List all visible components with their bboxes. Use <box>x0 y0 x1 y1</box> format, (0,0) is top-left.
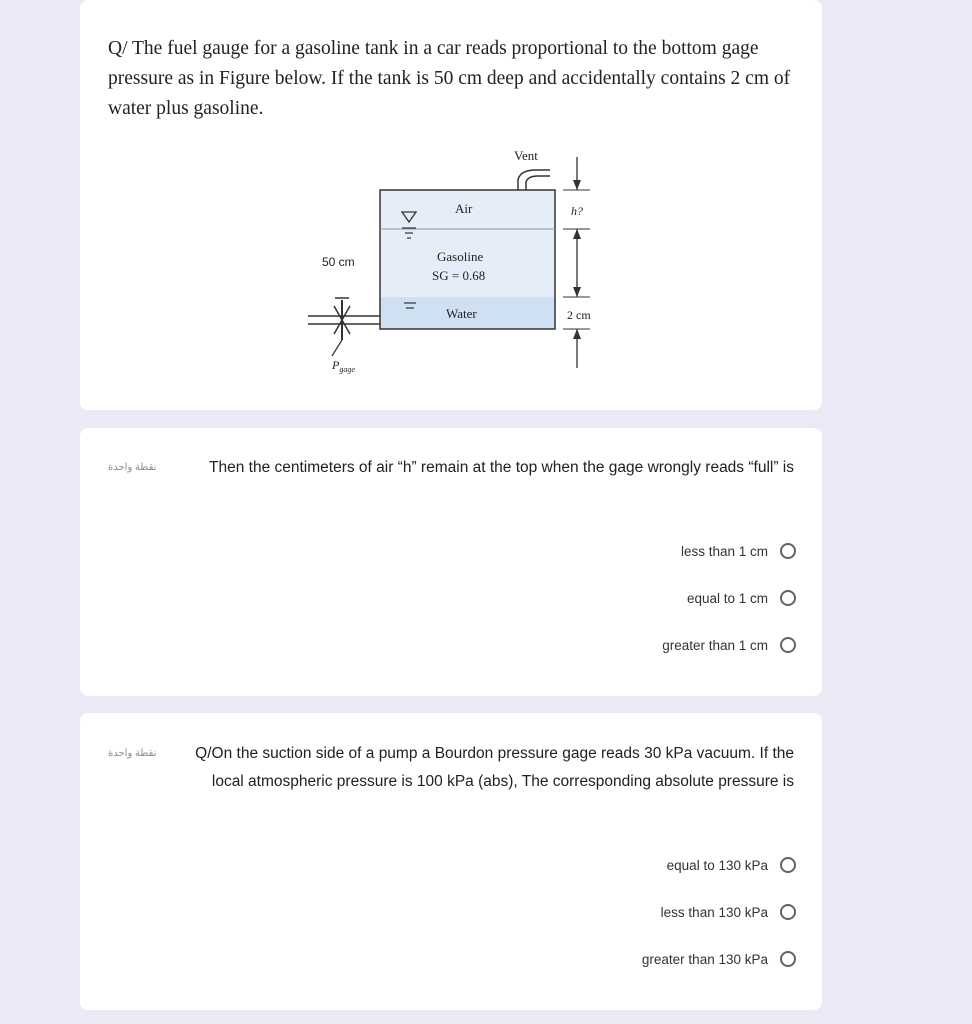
option-equal-to-130kpa[interactable] <box>667 853 796 877</box>
option-label: equal to 130 kPa <box>666 857 768 873</box>
radio-button[interactable] <box>780 951 796 967</box>
water-depth-label: 2 cm <box>567 308 591 322</box>
tank-figure <box>80 0 822 410</box>
h-label: h? <box>571 204 583 218</box>
depth-label: 50 cm <box>322 255 355 269</box>
water-label: Water <box>446 306 477 321</box>
gasoline-label: Gasoline <box>437 249 484 264</box>
vent-pipe <box>518 170 550 190</box>
option-label: greater than 1 cm <box>662 637 768 653</box>
option-label: less than 130 kPa <box>660 904 768 920</box>
points-tag: نقطة واحدة <box>108 462 157 473</box>
option-greater-than-1cm[interactable] <box>662 633 796 657</box>
radio-button[interactable] <box>780 904 796 920</box>
question-text: Q/On the suction side of a pump a Bourdon pressure gage reads 30 kPa vacuum. If the local atmospheric pressure is 100 kPa (abs), The corresponding absolute pressure is <box>195 745 794 790</box>
question-card-1 <box>80 428 822 696</box>
gage-valve-icon <box>334 298 350 340</box>
sg-label: SG = 0.68 <box>432 268 486 283</box>
option-label: less than 1 cm <box>680 543 768 559</box>
problem-card <box>80 0 822 410</box>
option-less-than-1cm[interactable] <box>681 539 796 563</box>
points-tag: نقطة واحدة <box>108 748 157 759</box>
option-label: equal to 1 cm <box>686 590 768 606</box>
problem-statement: Q/ The fuel gauge for a gasoline tank in a car reads proportional to the bottom gage pressure as in Figure below. If the tank is 50 cm deep and accidentally contains 2 cm of water plus gasoline. <box>108 38 791 119</box>
air-label: Air <box>455 201 473 216</box>
question-text: Then the centimeters of air “h” remain at the top when the gage wrongly reads “full” is <box>209 459 794 476</box>
option-label: greater than 130 kPa <box>641 951 768 967</box>
radio-button[interactable] <box>780 590 796 606</box>
radio-button[interactable] <box>780 857 796 873</box>
vent-label: Vent <box>514 148 538 163</box>
radio-button[interactable] <box>780 543 796 559</box>
radio-button[interactable] <box>780 637 796 653</box>
gage-label: $P_{gage}$ <box>332 358 355 374</box>
option-equal-to-1cm[interactable] <box>687 586 796 610</box>
option-greater-than-130kpa[interactable] <box>642 947 796 971</box>
question-card-2 <box>80 713 822 1010</box>
option-less-than-130kpa[interactable] <box>661 900 796 924</box>
